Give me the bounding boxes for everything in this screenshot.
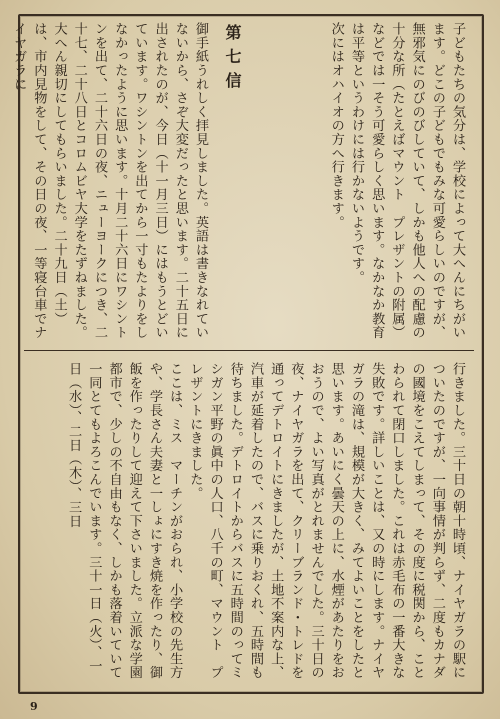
paragraph: 御手紙うれしく拝見しました。英語は書きなれていないから、さぞ大変だったと思います。二十五日に出されたのが、今日（十一月三日）にはもうとどいています。ワシントンを出てから一寸もたよりをしなかったように思います。十月二十六日にワシントンを出て、二十六日の夜、ニューヨークにつき、二十七、二十八日とコロムビヤ大学をたずねました。: [71, 22, 208, 340]
upper-right-text: [249, 22, 467, 340]
lower-text: [30, 362, 467, 680]
section-divider: [24, 350, 474, 351]
paragraph: 次にはオハイオの方へ行きます。: [328, 22, 344, 229]
paragraph: 子どもたちの気分は、学校によって大へんにちがいます。どこの子どもでもみな可愛らしいのですが、無邪気にのびのびしていて、しかも他人への配慮の十分な所（たとえばマウント プレザントの附属）などでは一そう可愛らしく思います。なかなか教育は平等というわけには行かないようです。: [348, 22, 465, 340]
paragraph: 大へん親切にしてもらいました。二十九日（土）は、市内見物をして、その日の夜、一等寝台車でナイヤガラに: [11, 22, 67, 340]
paragraph: 行きました。三十日の朝十時頃、ナイヤガラの駅についたのですが、一向事情が判らず、二度もカナダの國境をこえてしまって、その度に税関から、ことわられて閉口しました。これは赤毛布の一番大きな失敗です。詳しいことは、又の時にします。ナイヤガラの滝は、規模が大きく、みてよいことをしたと思います。あいにく曇天の上に、水煙があたりをおおうので、よい写真がとれませんでした。三十日の夜、ナイヤガラを出て、クリーブランド・トレドを通ってデトロイトにきましたが、土地不案内な上、汽車が延着したので、バスに乗りおくれ、五時間も待ちました。デトロイトからバスに五時間のってミシガン平野の眞中の人口、八千の町、マウント プレザントにきました。: [187, 362, 465, 680]
section-heading: 第七信: [223, 24, 242, 96]
page-number: 9: [30, 700, 38, 713]
paragraph: ここは、ミス マーチンがおられ、小学校の先生方や、学長さん夫妻と一しょにすき焼を作ったり、御飯を作ったりして迎えて下さいました。立派な学園都市で、少しの不自由もなく、しかも落着いていて一同とてもよろこんでいます。三十一日（火）、一日（水）、二日（木）、三日: [66, 362, 183, 680]
upper-left-text: [11, 22, 210, 340]
